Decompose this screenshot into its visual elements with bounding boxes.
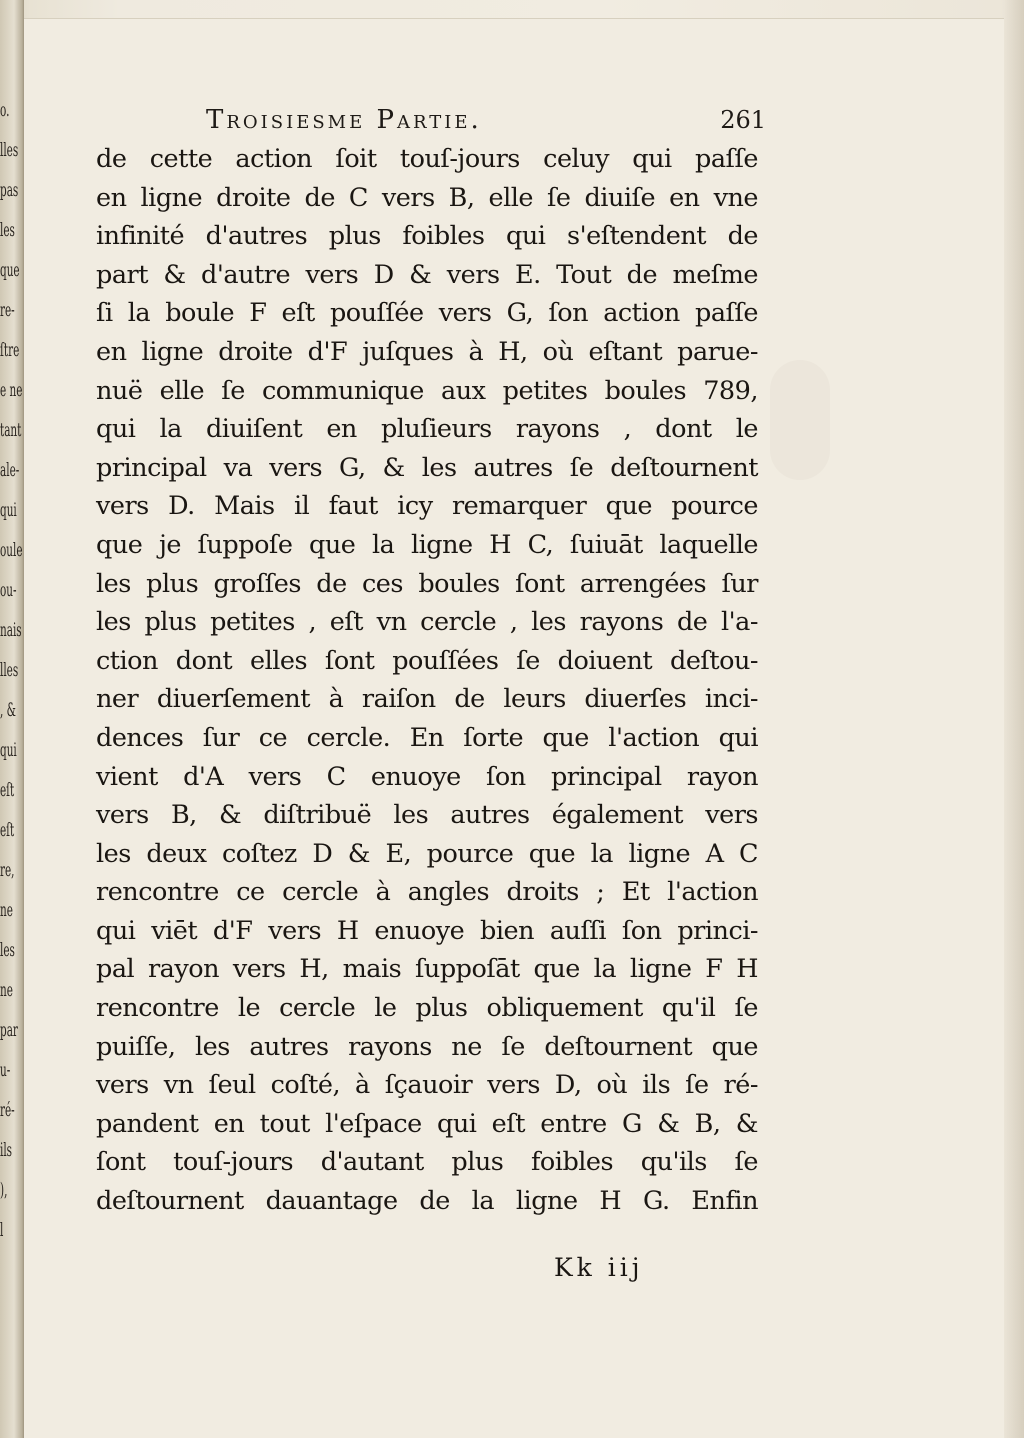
text-line: que je ſuppoſe que la ligne H C, ſuiuāt laquelle bbox=[96, 529, 758, 560]
body-text bbox=[96, 140, 758, 1221]
previous-page-fragment: ré- bbox=[0, 1099, 15, 1121]
previous-page-fragment: qui bbox=[0, 499, 17, 521]
text-line: ſi la boule F eſt pouſſée vers G, ſon action paſſe bbox=[96, 298, 758, 329]
text-line: en ligne droite de C vers B, elle ſe diuiſe en vne bbox=[96, 182, 758, 213]
text-line: puiſſe, les autres rayons ne ſe deſtournent que bbox=[96, 1031, 758, 1062]
previous-page-fragment: ou- bbox=[0, 579, 17, 601]
text-line: dences ſur ce cercle. En ſorte que l'action qui bbox=[96, 722, 758, 753]
previous-page-fragment: eſt bbox=[0, 779, 15, 801]
previous-page-fragment: ils bbox=[0, 1139, 13, 1161]
text-line: qui viēt d'F vers H enuoye bien auſſi ſon princi- bbox=[96, 915, 758, 946]
previous-page-fragment: lles bbox=[0, 659, 19, 681]
text-line: ction dont elles ſont pouſſées ſe doiuent deſtou- bbox=[96, 645, 758, 676]
text-line: pandent en tout l'eſpace qui eſt entre G & B, & bbox=[96, 1108, 758, 1139]
previous-page-edge bbox=[0, 0, 24, 1438]
running-title: Troisiesme Partie. bbox=[206, 105, 482, 135]
previous-page-text bbox=[0, 90, 24, 1250]
paper-stain bbox=[770, 360, 830, 480]
text-line: les plus groſſes de ces boules ſont arrengées ſur bbox=[96, 568, 758, 599]
text-line: ſont touſ-jours d'autant plus foibles qu'ils ſe bbox=[96, 1147, 758, 1178]
previous-page-fragment: ), bbox=[0, 1179, 8, 1201]
previous-page-fragment: re- bbox=[0, 299, 15, 321]
text-line: qui la diuiſent en pluſieurs rayons , dont le bbox=[96, 414, 758, 445]
text-line: principal va vers G, & les autres ſe deſtournent bbox=[96, 452, 758, 483]
previous-page-fragment: les bbox=[0, 219, 15, 241]
text-line: deſtournent dauantage de la ligne H G. Enfin bbox=[96, 1186, 758, 1217]
page-number: 261 bbox=[720, 106, 766, 134]
previous-page-fragment: u- bbox=[0, 1059, 11, 1081]
previous-page-fragment: qui bbox=[0, 739, 17, 761]
previous-page-fragment: l bbox=[0, 1219, 4, 1241]
text-line: vers D. Mais il faut icy remarquer que pource bbox=[96, 491, 758, 522]
text-line: ner diuerſement à raiſon de leurs diuerſes inci- bbox=[96, 684, 758, 715]
text-line: en ligne droite d'F juſques à H, où eſtant parue- bbox=[96, 336, 758, 367]
previous-page-fragment: ne bbox=[0, 979, 13, 1001]
text-line: infinité d'autres plus foibles qui s'eſtendent de bbox=[96, 221, 758, 252]
text-line: les deux coſtez D & E, pource que la ligne A C bbox=[96, 838, 758, 869]
previous-page-fragment: e ne bbox=[0, 379, 23, 401]
previous-page-fragment: lles bbox=[0, 139, 19, 161]
previous-page-fragment: , & bbox=[0, 699, 16, 721]
text-line: pal rayon vers H, mais ſuppoſāt que la ligne F H bbox=[96, 954, 758, 985]
previous-page-fragment: re, bbox=[0, 859, 15, 881]
text-line: nuë elle ſe communique aux petites boules 789, bbox=[96, 375, 758, 406]
text-line: vient d'A vers C enuoye ſon principal rayon bbox=[96, 761, 758, 792]
previous-page-fragment: pas bbox=[0, 179, 19, 201]
previous-page-fragment: ſtre bbox=[0, 339, 20, 361]
previous-page-fragment: o. bbox=[0, 99, 10, 121]
text-line: les plus petites , eſt vn cercle , les rayons de l'a- bbox=[96, 607, 758, 638]
previous-page-fragment: que bbox=[0, 259, 20, 281]
previous-page-fragment: oule bbox=[0, 539, 23, 561]
page-edge-shadow bbox=[1004, 0, 1024, 1438]
text-line: vers vn ſeul coſté, à ſçauoir vers D, où ils ſe ré- bbox=[96, 1070, 758, 1101]
text-line: part & d'autre vers D & vers E. Tout de meſme bbox=[96, 259, 758, 290]
previous-page-fragment: tant bbox=[0, 419, 22, 441]
previous-page-fragment: les bbox=[0, 939, 15, 961]
running-head bbox=[206, 102, 766, 138]
previous-page-fragment: ne bbox=[0, 899, 13, 921]
text-line: vers B, & diſtribuë les autres également vers bbox=[96, 800, 758, 831]
text-line: rencontre ce cercle à angles droits ; Et l'action bbox=[96, 877, 758, 908]
previous-page-fragment: par bbox=[0, 1019, 18, 1041]
previous-page-fragment: nais bbox=[0, 619, 22, 641]
text-line: de cette action ſoit touſ-jours celuy qui paſſe bbox=[96, 144, 758, 174]
text-line: rencontre le cercle le plus obliquement qu'il ſe bbox=[96, 993, 758, 1024]
previous-page-fragment: eſt bbox=[0, 819, 15, 841]
previous-page-fragment: ale- bbox=[0, 459, 20, 481]
signature-mark: Kk iij bbox=[554, 1253, 644, 1282]
